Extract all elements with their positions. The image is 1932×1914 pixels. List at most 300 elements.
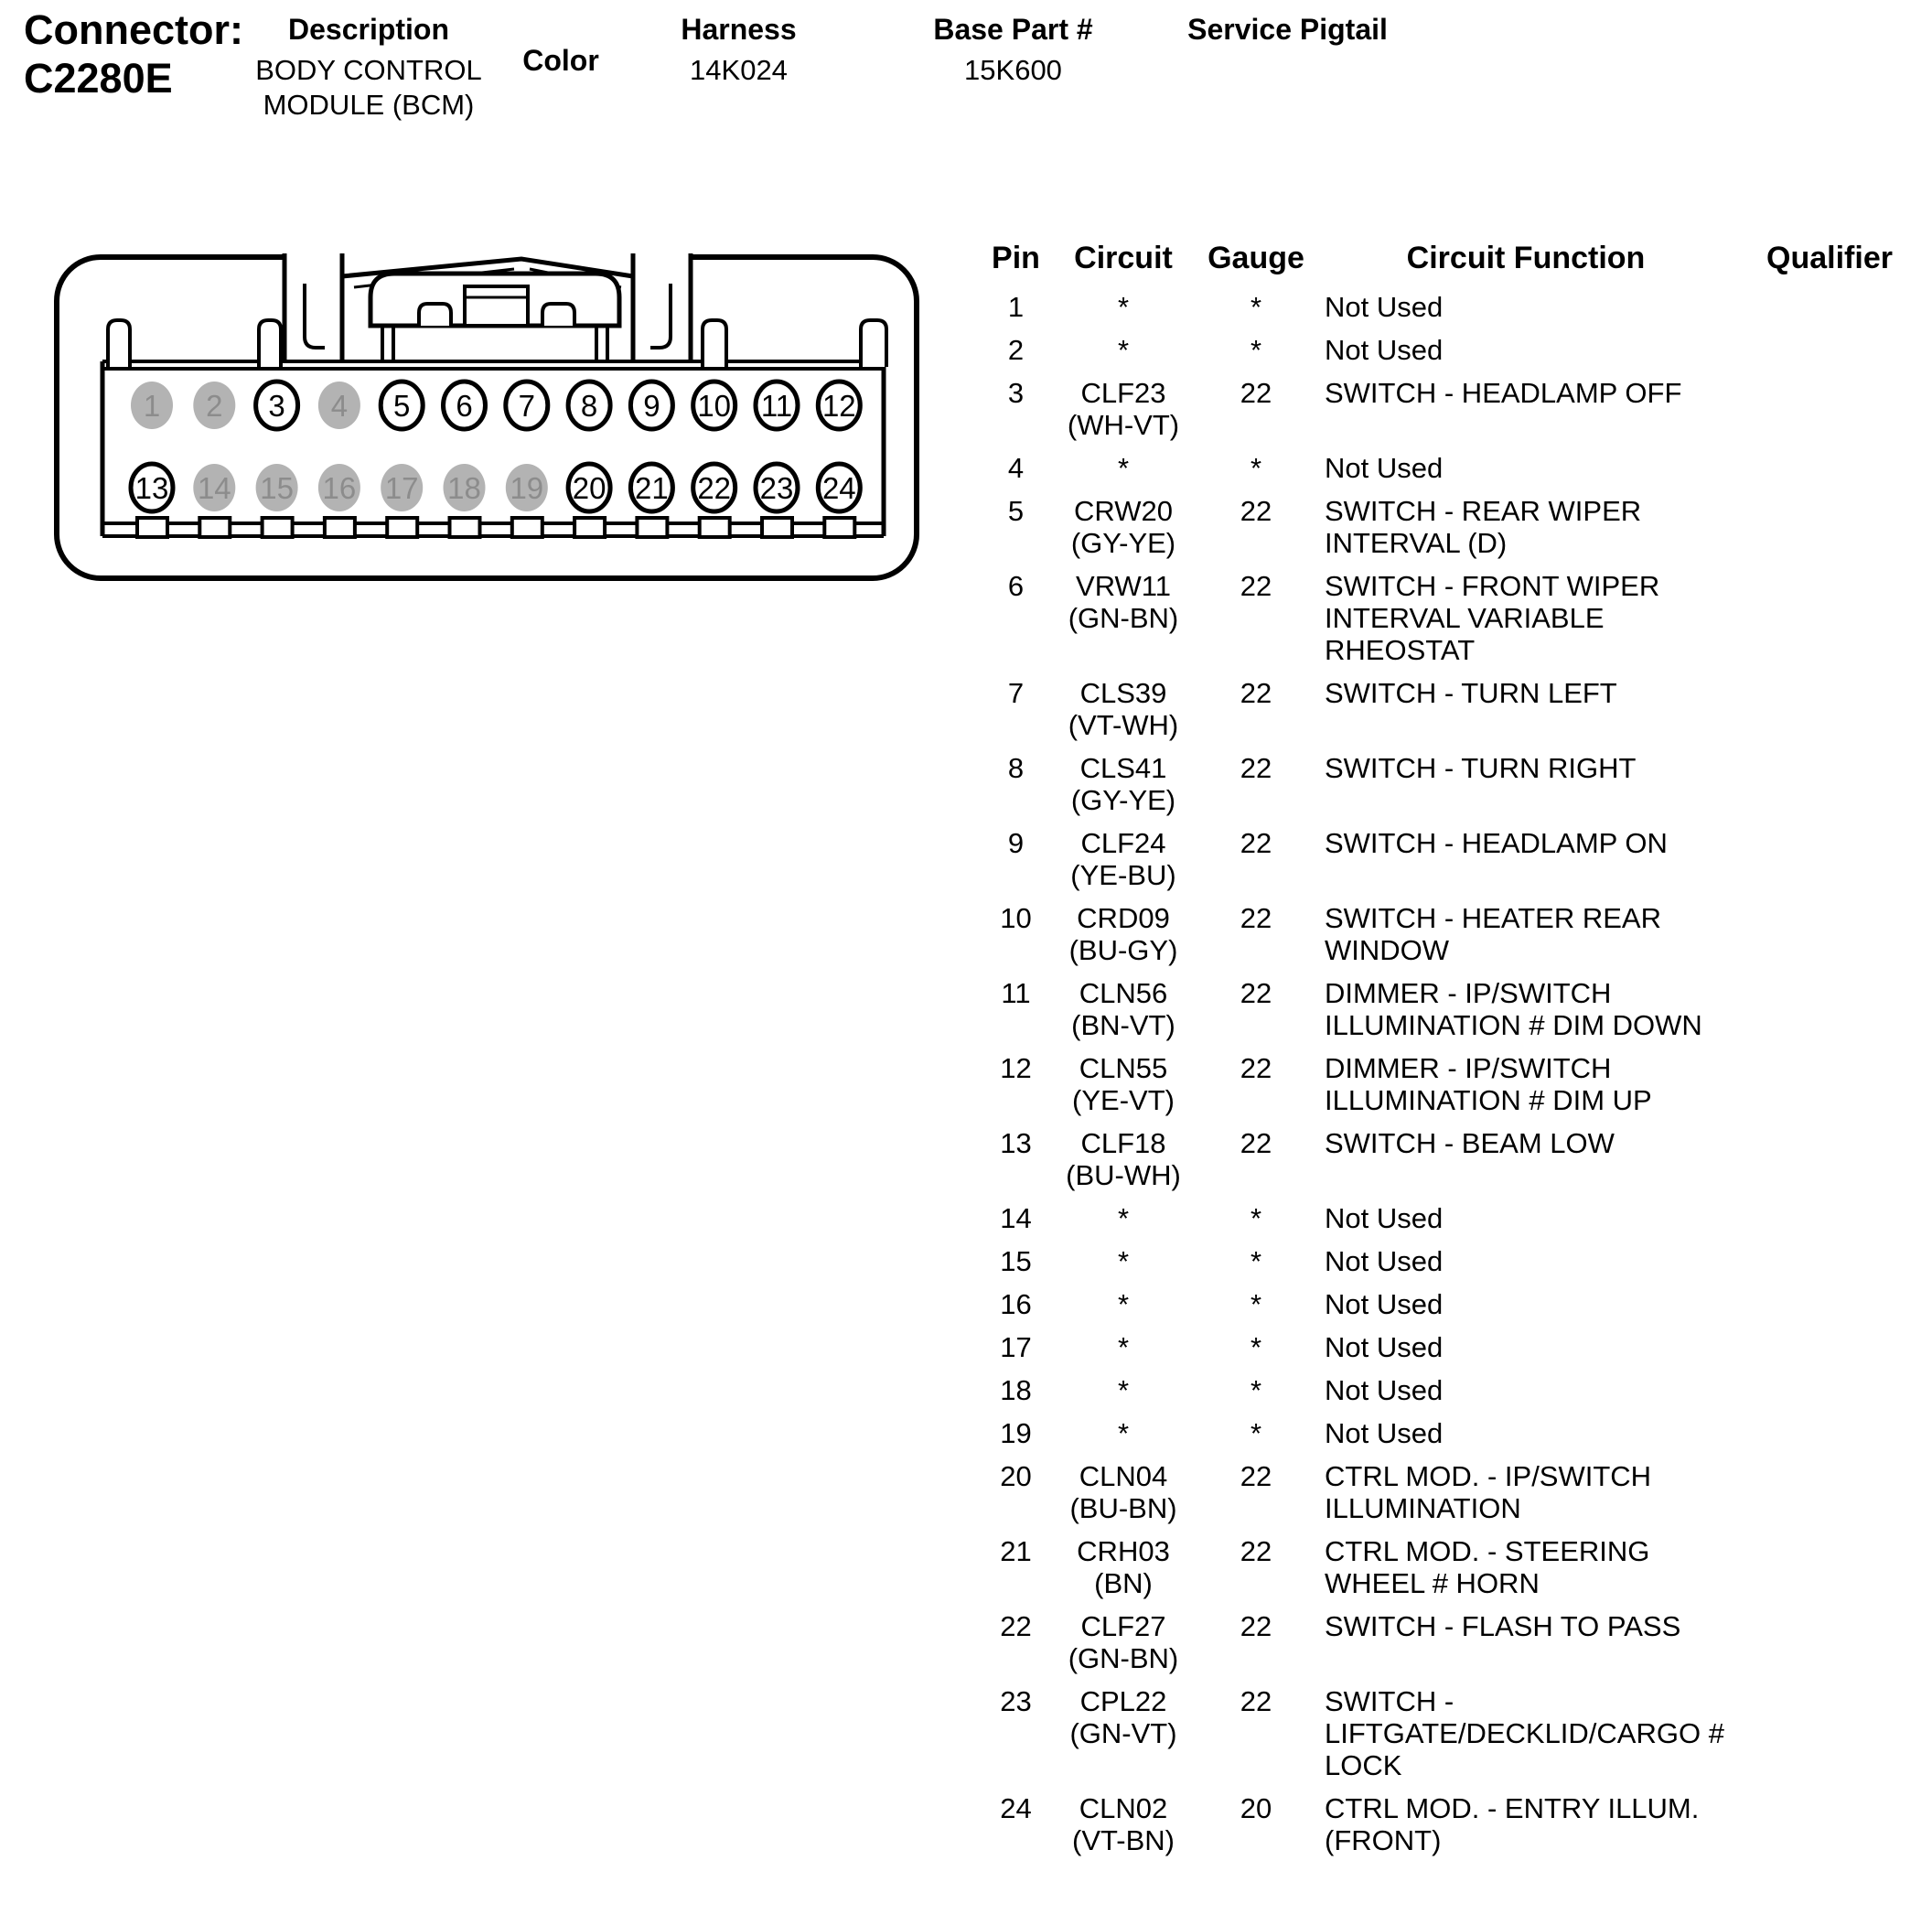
circuit-code: CPL22 <box>1079 1685 1167 1717</box>
pin-7 <box>506 382 548 429</box>
function-line: Not Used <box>1325 1245 1444 1277</box>
header-field-base-part <box>901 13 1125 88</box>
function-cell <box>1325 291 1727 323</box>
function-line: RHEOSTAT <box>1325 634 1476 666</box>
function-line: Not Used <box>1325 1288 1444 1320</box>
pin-number: 5 <box>393 389 411 423</box>
qualifier-cell <box>1727 1460 1932 1524</box>
function-line: SWITCH - HEATER REAR <box>1325 902 1661 934</box>
function-cell <box>1325 752 1727 816</box>
function-line: SWITCH - REAR WIPER <box>1325 495 1642 527</box>
qualifier-cell <box>1727 1417 1932 1449</box>
function-line: Not Used <box>1325 1331 1444 1363</box>
qualifier-cell <box>1727 1535 1932 1599</box>
pin-1 <box>131 382 173 429</box>
index-tooth <box>199 518 230 537</box>
function-line: Not Used <box>1325 1374 1444 1406</box>
pin-6 <box>444 382 486 429</box>
circuit-code: * <box>1117 1202 1130 1234</box>
pin-cell: 22 <box>1000 1610 1032 1642</box>
circuit-code: CLF24 <box>1080 827 1166 859</box>
index-tooth <box>387 518 417 537</box>
circuit-color: (VT-WH) <box>1068 709 1179 741</box>
circuit-color: (VT-BN) <box>1072 1824 1175 1856</box>
pin-12 <box>818 382 860 429</box>
pin-14 <box>193 464 235 511</box>
pin-number: 22 <box>697 471 732 505</box>
circuit-cell <box>1059 1288 1187 1320</box>
col-header-qualifier: Qualifier <box>1766 241 1893 275</box>
circuit-cell <box>1059 452 1187 484</box>
function-cell <box>1325 452 1727 484</box>
circuit-color: (GN-BN) <box>1068 602 1179 634</box>
function-line: SWITCH - TURN RIGHT <box>1325 752 1637 784</box>
col-header-pin: Pin <box>992 241 1040 275</box>
index-tooth <box>512 518 542 537</box>
pin-cell: 1 <box>1007 291 1025 323</box>
header-field-color <box>510 44 611 84</box>
index-tooth <box>137 518 167 537</box>
function-line: INTERVAL (D) <box>1325 527 1508 559</box>
function-cell <box>1325 1052 1727 1116</box>
function-line: SWITCH - FRONT WIPER <box>1325 570 1660 602</box>
latch-button <box>465 286 528 326</box>
pin-cell: 8 <box>1007 752 1025 784</box>
gauge-cell: 22 <box>1240 1685 1272 1717</box>
circuit-color: (BU-BN) <box>1069 1492 1177 1524</box>
function-line: Not Used <box>1325 1417 1444 1449</box>
function-cell <box>1325 1331 1727 1363</box>
gauge-cell: 22 <box>1240 1535 1272 1567</box>
gauge-cell: 22 <box>1240 570 1272 602</box>
index-tooth <box>824 518 854 537</box>
circuit-color: (GN-VT) <box>1069 1717 1177 1749</box>
circuit-cell <box>1059 291 1187 323</box>
circuit-code: * <box>1117 1288 1130 1320</box>
qualifier-cell <box>1727 291 1932 323</box>
gauge-cell: 20 <box>1240 1792 1272 1824</box>
circuit-code: CLF23 <box>1080 377 1166 409</box>
gauge-cell: * <box>1250 334 1262 366</box>
circuit-cell <box>1059 1535 1187 1599</box>
harness-value: 14K024 <box>690 54 788 86</box>
function-line: ILLUMINATION # DIM DOWN <box>1325 1009 1702 1041</box>
function-line: Not Used <box>1325 291 1444 323</box>
circuit-code: CRH03 <box>1077 1535 1170 1567</box>
pin-table-row <box>972 1417 1932 1460</box>
circuit-color: (GN-BN) <box>1068 1642 1179 1674</box>
circuit-code: CRD09 <box>1077 902 1170 934</box>
index-tooth <box>263 518 293 537</box>
function-cell <box>1325 977 1727 1041</box>
pin-22 <box>693 464 735 511</box>
pin-table-header <box>972 240 1932 276</box>
qualifier-cell <box>1727 570 1932 666</box>
qualifier-cell <box>1727 452 1932 484</box>
pin-table-row <box>972 977 1932 1052</box>
pin-table-row <box>972 1052 1932 1127</box>
pin-table-row <box>972 1245 1932 1288</box>
pin-9 <box>630 382 672 429</box>
circuit-code: VRW11 <box>1076 570 1171 602</box>
pin-number: 21 <box>635 471 669 505</box>
circuit-cell <box>1059 1331 1187 1363</box>
pin-number: 6 <box>456 389 473 423</box>
gauge-cell: * <box>1250 1288 1262 1320</box>
function-cell <box>1325 495 1727 559</box>
pin-4 <box>318 382 360 429</box>
pin-cell: 16 <box>1000 1288 1032 1320</box>
function-line: LOCK <box>1325 1749 1402 1781</box>
pin-cell: 19 <box>1000 1417 1032 1449</box>
col-header-gauge: Gauge <box>1208 241 1304 275</box>
circuit-color: (BN) <box>1094 1567 1153 1599</box>
circuit-cell <box>1059 1685 1187 1781</box>
qualifier-cell <box>1727 1792 1932 1856</box>
pin-table-row <box>972 334 1932 377</box>
pin-cell: 2 <box>1007 334 1025 366</box>
circuit-cell <box>1059 377 1187 441</box>
function-cell <box>1325 334 1727 366</box>
color-label: Color <box>522 44 599 77</box>
circuit-cell <box>1059 495 1187 559</box>
qualifier-cell <box>1727 495 1932 559</box>
gauge-cell: 22 <box>1240 1460 1272 1492</box>
function-cell <box>1325 1245 1727 1277</box>
circuit-cell <box>1059 1127 1187 1191</box>
pin-number: 12 <box>821 389 856 423</box>
service-pigtail-label: Service Pigtail <box>1187 13 1388 46</box>
circuit-code: CLF27 <box>1080 1610 1166 1642</box>
pin-number: 17 <box>384 471 419 505</box>
circuit-code: * <box>1117 1417 1130 1449</box>
function-cell <box>1325 1792 1727 1856</box>
qualifier-cell <box>1727 1127 1932 1191</box>
circuit-code: CLS41 <box>1079 752 1167 784</box>
function-line: SWITCH - TURN LEFT <box>1325 677 1617 709</box>
connector-title <box>24 5 243 102</box>
header-field-description <box>241 13 497 123</box>
circuit-code: * <box>1117 1245 1130 1277</box>
pin-table-row <box>972 752 1932 827</box>
function-line: DIMMER - IP/SWITCH <box>1325 1052 1612 1084</box>
pin-number: 15 <box>260 471 294 505</box>
pin-number: 10 <box>697 389 732 423</box>
base-part-label: Base Part # <box>933 13 1093 46</box>
pin-15 <box>256 464 298 511</box>
index-tooth <box>762 518 792 537</box>
circuit-code: CLN02 <box>1079 1792 1168 1824</box>
function-line: CTRL MOD. - ENTRY ILLUM. <box>1325 1792 1700 1824</box>
pin-number: 20 <box>572 471 606 505</box>
pin-number: 13 <box>134 471 169 505</box>
gauge-cell: * <box>1250 1331 1262 1363</box>
pin-cell: 5 <box>1007 495 1025 527</box>
base-part-value: 15K600 <box>964 54 1062 86</box>
circuit-code: CRW20 <box>1074 495 1173 527</box>
pin-table-row <box>972 902 1932 977</box>
circuit-color: (YE-BU) <box>1070 859 1176 891</box>
pin-table-row <box>972 677 1932 752</box>
pin-2 <box>193 382 235 429</box>
pin-cell: 14 <box>1000 1202 1032 1234</box>
pin-table-row <box>972 1610 1932 1685</box>
pin-cell: 15 <box>1000 1245 1032 1277</box>
circuit-cell <box>1059 334 1187 366</box>
pin-20 <box>568 464 610 511</box>
qualifier-cell <box>1727 902 1932 966</box>
col-header-circuit-function: Circuit Function <box>1406 241 1646 275</box>
function-line: LIFTGATE/DECKLID/CARGO # <box>1325 1717 1724 1749</box>
connector-id: C2280E <box>24 55 173 102</box>
pin-number: 14 <box>197 471 231 505</box>
header-field-harness <box>640 13 837 88</box>
circuit-code: CLN56 <box>1079 977 1168 1009</box>
function-line: ILLUMINATION <box>1325 1492 1521 1524</box>
circuit-cell <box>1059 1610 1187 1674</box>
function-line: SWITCH - FLASH TO PASS <box>1325 1610 1681 1642</box>
function-cell <box>1325 570 1727 666</box>
qualifier-cell <box>1727 1374 1932 1406</box>
pin-number: 23 <box>759 471 794 505</box>
pin-16 <box>318 464 360 511</box>
latch-bump-left <box>419 304 451 326</box>
pin-table-row <box>972 1202 1932 1245</box>
pin-21 <box>630 464 672 511</box>
pin-cell: 11 <box>1001 977 1031 1009</box>
circuit-cell <box>1059 827 1187 891</box>
pin-number: 3 <box>268 389 285 423</box>
circuit-color: (GY-YE) <box>1070 784 1176 816</box>
pin-cell: 4 <box>1007 452 1025 484</box>
pin-table-row <box>972 1460 1932 1535</box>
qualifier-cell <box>1727 334 1932 366</box>
function-cell <box>1325 677 1727 741</box>
harness-label: Harness <box>681 13 797 46</box>
description-value: BODY CONTROL MODULE (BCM) <box>255 54 482 121</box>
pin-cell: 6 <box>1007 570 1025 602</box>
circuit-cell <box>1059 1792 1187 1856</box>
circuit-cell <box>1059 977 1187 1041</box>
pin-table-row <box>972 1792 1932 1867</box>
qualifier-cell <box>1727 377 1932 441</box>
qualifier-cell <box>1727 827 1932 891</box>
qualifier-cell <box>1727 1610 1932 1674</box>
circuit-cell <box>1059 1245 1187 1277</box>
pin-cell: 24 <box>1000 1792 1032 1824</box>
pin-cell: 10 <box>1000 902 1032 934</box>
circuit-code: CLN55 <box>1079 1052 1168 1084</box>
pin-cell: 18 <box>1000 1374 1032 1406</box>
pin-number: 7 <box>518 389 535 423</box>
gauge-cell: 22 <box>1240 752 1272 784</box>
pin-number: 9 <box>643 389 660 423</box>
function-cell <box>1325 1460 1727 1524</box>
function-line: SWITCH - <box>1325 1685 1454 1717</box>
pin-23 <box>756 464 798 511</box>
qualifier-cell <box>1727 1331 1932 1363</box>
function-cell <box>1325 1127 1727 1191</box>
pin-table-row <box>972 1127 1932 1202</box>
pin-number: 1 <box>143 389 161 423</box>
function-line: WHEEL # HORN <box>1325 1567 1540 1599</box>
connector-title-label: Connector: <box>24 6 243 53</box>
circuit-code: CLN04 <box>1079 1460 1168 1492</box>
pin-8 <box>568 382 610 429</box>
pin-cell: 13 <box>1000 1127 1032 1159</box>
circuit-color: (BU-WH) <box>1066 1159 1181 1191</box>
qualifier-cell <box>1727 1685 1932 1781</box>
function-line: CTRL MOD. - STEERING <box>1325 1535 1650 1567</box>
qualifier-cell <box>1727 677 1932 741</box>
pin-24 <box>818 464 860 511</box>
pin-table <box>972 240 1932 1867</box>
function-cell <box>1325 902 1727 966</box>
pin-cell: 9 <box>1007 827 1025 859</box>
gauge-cell: 22 <box>1240 1052 1272 1084</box>
pin-3 <box>256 382 298 429</box>
pin-number: 11 <box>760 389 793 423</box>
gauge-cell: 22 <box>1240 1610 1272 1642</box>
gauge-cell: 22 <box>1240 902 1272 934</box>
pin-number: 19 <box>510 471 544 505</box>
description-label: Description <box>287 13 450 46</box>
function-cell <box>1325 1417 1727 1449</box>
pin-5 <box>381 382 423 429</box>
pin-table-row <box>972 1288 1932 1331</box>
function-cell <box>1325 827 1727 891</box>
qualifier-cell <box>1727 1202 1932 1234</box>
circuit-code: * <box>1117 334 1130 366</box>
circuit-cell <box>1059 1052 1187 1116</box>
pin-cell: 23 <box>1000 1685 1032 1717</box>
pin-11 <box>756 382 798 429</box>
gauge-cell: * <box>1250 1202 1262 1234</box>
pin-table-row <box>972 1331 1932 1374</box>
gauge-cell: 22 <box>1240 377 1272 409</box>
pin-number: 18 <box>447 471 481 505</box>
circuit-cell <box>1059 570 1187 666</box>
function-line: SWITCH - HEADLAMP ON <box>1325 827 1668 859</box>
circuit-cell <box>1059 752 1187 816</box>
index-tooth <box>450 518 480 537</box>
pin-cell: 3 <box>1007 377 1025 409</box>
pin-number: 24 <box>821 471 856 505</box>
gauge-cell: * <box>1250 1245 1262 1277</box>
circuit-code: CLF18 <box>1080 1127 1166 1159</box>
qualifier-cell <box>1727 752 1932 816</box>
qualifier-cell <box>1727 1052 1932 1116</box>
function-line: ILLUMINATION # DIM UP <box>1325 1084 1652 1116</box>
circuit-color: (BN-VT) <box>1071 1009 1175 1041</box>
key-slot <box>861 320 886 367</box>
function-line: WINDOW <box>1325 934 1450 966</box>
pin-number: 4 <box>330 389 349 423</box>
circuit-code: * <box>1117 452 1130 484</box>
latch-bump-right <box>542 304 574 326</box>
qualifier-cell <box>1727 1288 1932 1320</box>
qualifier-cell <box>1727 977 1932 1041</box>
pin-table-row <box>972 827 1932 902</box>
pin-table-row <box>972 291 1932 334</box>
pin-table-rows <box>972 291 1932 1867</box>
index-tooth <box>700 518 730 537</box>
pin-table-row <box>972 452 1932 495</box>
header-field-service-pigtail <box>1180 13 1395 53</box>
key-slot <box>108 320 130 367</box>
gauge-cell: 22 <box>1240 495 1272 527</box>
pin-13 <box>131 464 173 511</box>
function-line: CTRL MOD. - IP/SWITCH <box>1325 1460 1652 1492</box>
circuit-color: (YE-VT) <box>1072 1084 1175 1116</box>
pin-19 <box>506 464 548 511</box>
pin-18 <box>444 464 486 511</box>
pin-cell: 20 <box>1000 1460 1032 1492</box>
function-cell <box>1325 1685 1727 1781</box>
function-line: SWITCH - BEAM LOW <box>1325 1127 1615 1159</box>
qualifier-cell <box>1727 1245 1932 1277</box>
gauge-cell: 22 <box>1240 977 1272 1009</box>
gauge-cell: * <box>1250 1374 1262 1406</box>
circuit-cell <box>1059 1202 1187 1234</box>
function-cell <box>1325 1374 1727 1406</box>
col-header-circuit: Circuit <box>1074 241 1173 275</box>
circuit-cell <box>1059 677 1187 741</box>
function-line: SWITCH - HEADLAMP OFF <box>1325 377 1682 409</box>
circuit-color: (WH-VT) <box>1067 409 1180 441</box>
pin-cell: 17 <box>1000 1331 1032 1363</box>
function-line: DIMMER - IP/SWITCH <box>1325 977 1612 1009</box>
function-line: (FRONT) <box>1325 1824 1442 1856</box>
circuit-cell <box>1059 902 1187 966</box>
function-line: INTERVAL VARIABLE <box>1325 602 1605 634</box>
circuit-code: CLS39 <box>1079 677 1167 709</box>
key-slot <box>259 320 281 367</box>
pin-cell: 12 <box>1000 1052 1032 1084</box>
gauge-cell: * <box>1250 291 1262 323</box>
circuit-code: * <box>1117 1331 1130 1363</box>
index-tooth <box>325 518 355 537</box>
circuit-code: * <box>1117 291 1130 323</box>
circuit-cell <box>1059 1460 1187 1524</box>
pin-10 <box>693 382 735 429</box>
gauge-cell: 22 <box>1240 1127 1272 1159</box>
circuit-code: * <box>1117 1374 1130 1406</box>
function-line: Not Used <box>1325 452 1444 484</box>
pin-number: 8 <box>580 389 598 423</box>
circuit-color: (BU-GY) <box>1068 934 1178 966</box>
pin-table-row <box>972 1685 1932 1792</box>
pin-number: 16 <box>322 471 357 505</box>
function-cell <box>1325 1610 1727 1674</box>
pin-table-row <box>972 1374 1932 1417</box>
circuit-cell <box>1059 1374 1187 1406</box>
circuit-cell <box>1059 1417 1187 1449</box>
function-line: Not Used <box>1325 334 1444 366</box>
function-cell <box>1325 377 1727 441</box>
function-cell <box>1325 1288 1727 1320</box>
gauge-cell: * <box>1250 1417 1262 1449</box>
pin-cell: 7 <box>1007 677 1025 709</box>
function-cell <box>1325 1202 1727 1234</box>
function-line: Not Used <box>1325 1202 1444 1234</box>
pin-17 <box>381 464 423 511</box>
gauge-cell: 22 <box>1240 827 1272 859</box>
pin-table-row <box>972 1535 1932 1610</box>
key-slot <box>703 320 726 367</box>
gauge-cell: 22 <box>1240 677 1272 709</box>
gauge-cell: * <box>1250 452 1262 484</box>
